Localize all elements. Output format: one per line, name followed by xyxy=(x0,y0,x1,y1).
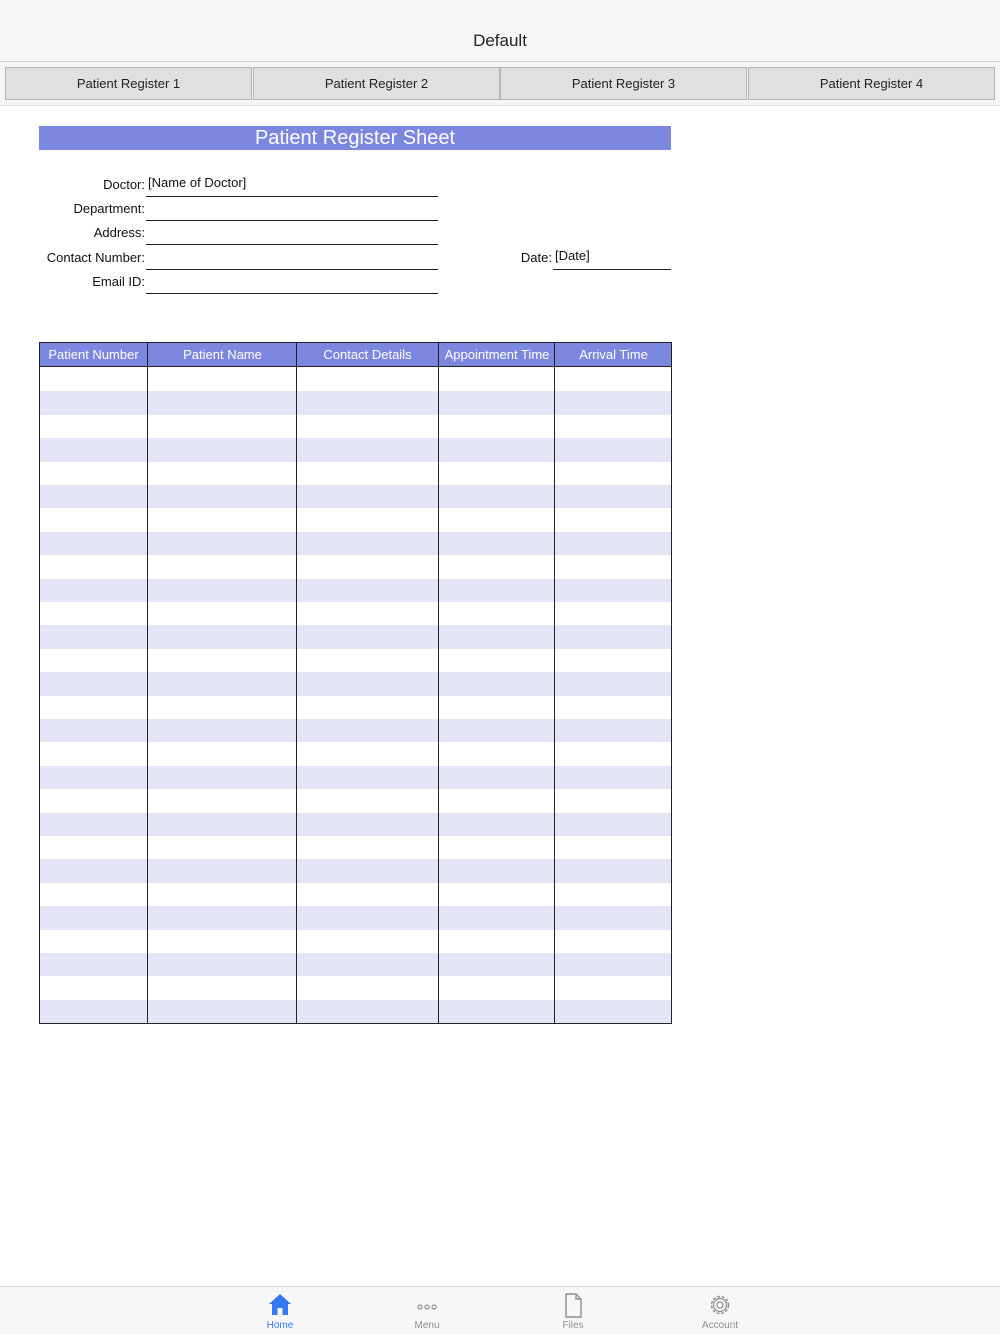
table-row[interactable] xyxy=(40,859,671,882)
table-row[interactable] xyxy=(40,976,671,999)
table-row[interactable] xyxy=(40,532,671,555)
more-icon xyxy=(413,1291,441,1319)
column-header-appointment-time: Appointment Time xyxy=(444,347,550,362)
tabbar-account-label: Account xyxy=(701,1320,739,1331)
sheet-title: Patient Register Sheet xyxy=(39,126,671,150)
table-row[interactable] xyxy=(40,462,671,485)
column-header-contact-details: Contact Details xyxy=(323,347,412,362)
table-row[interactable] xyxy=(40,649,671,672)
column-header-patient-number: Patient Number xyxy=(48,347,139,362)
doctor-label: Doctor: xyxy=(103,177,145,192)
table-row[interactable] xyxy=(40,579,671,602)
table-row[interactable] xyxy=(40,906,671,929)
department-label: Department: xyxy=(73,201,145,216)
column-divider xyxy=(554,343,555,1023)
tabbar-menu-label: Menu xyxy=(414,1320,440,1331)
contact-number-field[interactable] xyxy=(146,246,438,270)
department-field[interactable] xyxy=(146,197,438,221)
table-header xyxy=(40,343,671,367)
table-row[interactable] xyxy=(40,625,671,648)
contact-number-label: Contact Number: xyxy=(46,250,145,265)
tab-patient-register-4[interactable]: Patient Register 4 xyxy=(748,67,995,100)
column-header-patient-name: Patient Name xyxy=(183,347,262,362)
table-row[interactable] xyxy=(40,508,671,531)
nav-title: Default xyxy=(473,31,527,50)
register-tab-strip xyxy=(0,62,1000,106)
tab-patient-register-3[interactable]: Patient Register 3 xyxy=(500,67,747,100)
column-header-arrival-time: Arrival Time xyxy=(579,347,648,362)
tabbar-menu[interactable] xyxy=(387,1287,467,1334)
email-field[interactable] xyxy=(146,270,438,294)
table-row[interactable] xyxy=(40,602,671,625)
table-row[interactable] xyxy=(40,415,671,438)
address-label: Address: xyxy=(93,225,145,240)
tab-patient-register-1[interactable]: Patient Register 1 xyxy=(5,67,252,100)
table-row[interactable] xyxy=(40,391,671,414)
file-icon xyxy=(559,1291,587,1319)
table-row[interactable] xyxy=(40,719,671,742)
address-field[interactable] xyxy=(146,221,438,245)
table-row[interactable] xyxy=(40,789,671,812)
table-row[interactable] xyxy=(40,555,671,578)
table-row[interactable] xyxy=(40,438,671,461)
column-divider xyxy=(438,343,439,1023)
tab-patient-register-2[interactable]: Patient Register 2 xyxy=(253,67,500,100)
date-field[interactable]: [Date] xyxy=(553,246,671,270)
table-row[interactable] xyxy=(40,766,671,789)
tabbar-files-label: Files xyxy=(562,1320,584,1331)
gear-icon xyxy=(706,1291,734,1319)
table-row[interactable] xyxy=(40,696,671,719)
table-row[interactable] xyxy=(40,1000,671,1023)
column-divider xyxy=(147,343,148,1023)
table-row[interactable] xyxy=(40,953,671,976)
tabbar-files[interactable] xyxy=(533,1287,613,1334)
bottom-tab-bar xyxy=(0,1286,1000,1334)
date-label: Date: xyxy=(520,250,552,265)
table-row[interactable] xyxy=(40,930,671,953)
table-row[interactable] xyxy=(40,883,671,906)
email-label: Email ID: xyxy=(92,274,145,289)
table-row[interactable] xyxy=(40,742,671,765)
tabbar-account[interactable] xyxy=(680,1287,760,1334)
table-row[interactable] xyxy=(40,836,671,859)
home-icon xyxy=(266,1291,294,1319)
table-row[interactable] xyxy=(40,368,671,391)
tabbar-home[interactable] xyxy=(240,1287,320,1334)
doctor-field[interactable]: [Name of Doctor] xyxy=(146,173,438,197)
tabbar-home-label: Home xyxy=(266,1320,294,1331)
patient-register-table xyxy=(39,342,672,1024)
table-row[interactable] xyxy=(40,485,671,508)
table-row[interactable] xyxy=(40,672,671,695)
table-row[interactable] xyxy=(40,813,671,836)
column-divider xyxy=(296,343,297,1023)
navigation-bar xyxy=(0,0,1000,62)
